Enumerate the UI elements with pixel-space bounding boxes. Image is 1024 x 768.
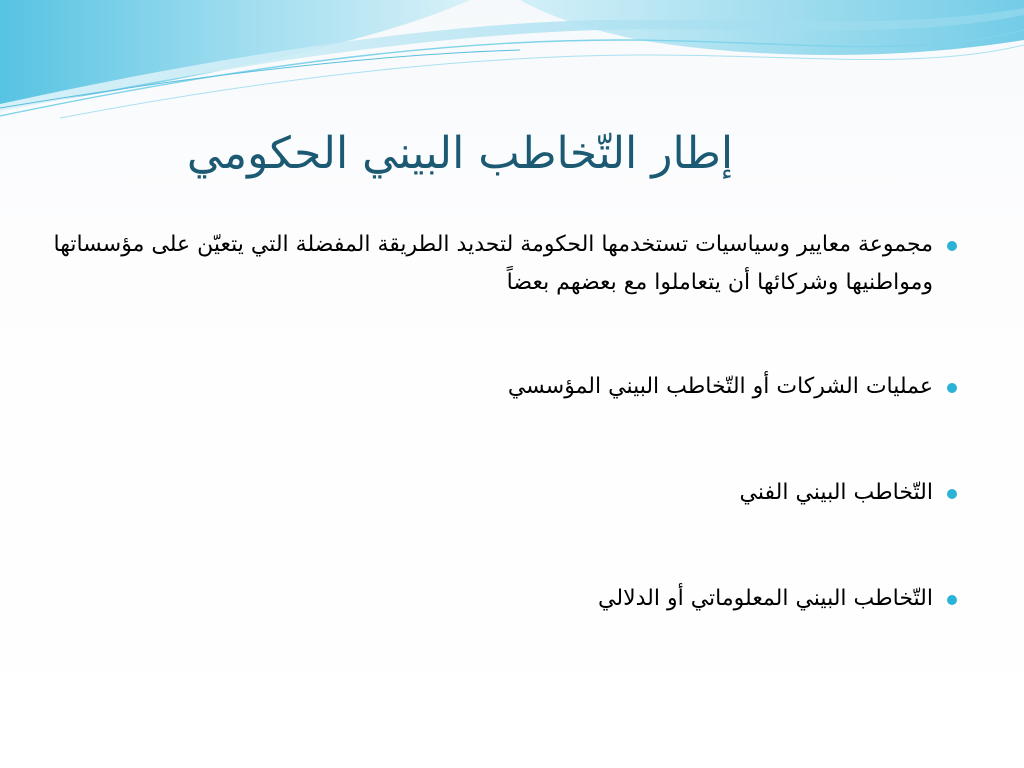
header-wave-decoration: [0, 0, 1024, 130]
bullet-dot-icon: [947, 489, 957, 499]
bullet-text: التّخاطب البيني المعلوماتي أو الدلالي: [598, 586, 933, 611]
bullet-dot-icon: [947, 383, 957, 393]
slide-title: إطار التّخاطب البيني الحكومي: [186, 128, 734, 179]
bullet-dot-icon: [947, 595, 957, 605]
bullet-text: عمليات الشركات أو التّخاطب البيني المؤسسي: [507, 374, 933, 399]
bullet-dot-icon: [947, 241, 957, 251]
bullet-item: [50, 474, 965, 512]
bullet-text: التّخاطب البيني الفني: [739, 480, 933, 505]
bullet-item: [50, 580, 965, 618]
bullet-item: [50, 368, 965, 406]
bullet-text: مجموعة معايير وسياسيات تستخدمها الحكومة لتحديد الطريقة المفضلة التي يتعيّن على مؤسساتها ومواطنيها وشركائها أن يتعاملوا مع بعضهم بعضاً: [53, 232, 933, 295]
bullet-item: [50, 226, 965, 302]
bullet-list: [50, 226, 965, 618]
